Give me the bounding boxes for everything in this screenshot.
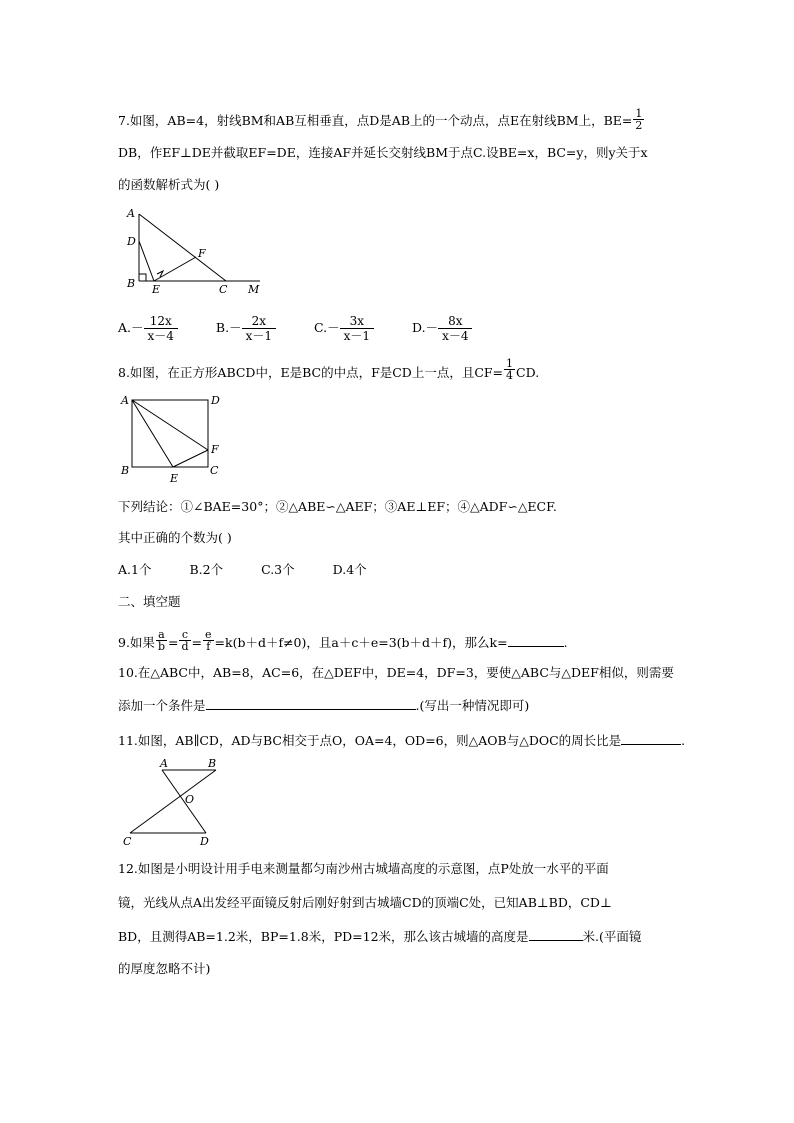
q7-option-b-den: x－1 <box>242 328 276 343</box>
q8-frac-den: 4 <box>506 369 514 382</box>
q8-options <box>118 562 405 578</box>
q11-answer-blank[interactable] <box>621 732 681 745</box>
q7-option-a-den: x－4 <box>144 328 178 343</box>
q7-label-d: D <box>127 235 136 248</box>
q8-seg-ef <box>173 450 208 467</box>
q7-option-c-den: x－1 <box>340 328 374 343</box>
q9-answer-blank[interactable] <box>508 634 564 647</box>
q9-frac-ab <box>156 629 167 652</box>
q12-line4: 的厚度忽略不计) <box>118 961 211 976</box>
q8-label-c: C <box>210 464 219 477</box>
q12-line2: 镜，光线从点A出发经平面镜反射后刚好射到古城墙CD的顶端C处，已知AB⊥BD，CD⊥ <box>118 895 612 910</box>
q8-option-d: D.4个 <box>332 562 367 577</box>
q9-frac-ab-den: b <box>157 640 165 653</box>
q10-line2-prefix: 添加一个条件是 <box>118 698 206 713</box>
q7-option-d-frac <box>438 314 472 343</box>
q9-frac-cd-num: c <box>181 628 189 641</box>
q7-line3: 的函数解析式为( ) <box>118 177 220 192</box>
q11-seg-ad <box>162 770 206 833</box>
q7-option-b-prefix: B.－ <box>215 320 242 335</box>
q11-label-o: O <box>185 793 195 806</box>
q12-line3-tail: 米.(平面镜 <box>582 929 642 944</box>
q8-conclusions: 下列结论：①∠BAE=30°；②△ABE∽△AEF；③AE⊥EF；④△ADF∽△ECF. <box>118 499 557 514</box>
q9-frac-cd <box>179 629 190 652</box>
q7-option-c-prefix: C.－ <box>314 320 340 335</box>
q7-option-b-num: 2x <box>251 314 266 328</box>
q9-tail: =k(b＋d＋f≠0)，且a＋c＋e=3(b＋d＋f)，那么k= <box>214 635 508 650</box>
section2-title: 二、填空题 <box>118 594 181 609</box>
q7-line2: DB，作EF⊥DE并截取EF=DE，连接AF并延长交射线BM于点C.设BE=x，BC=y，则y关于x <box>118 145 648 160</box>
q8-label-a: A <box>121 394 129 407</box>
q7-right-angle-b <box>139 274 146 281</box>
q8-label-d: D <box>211 394 220 407</box>
q8-question: 其中正确的个数为( ) <box>118 530 232 545</box>
q10-line2 <box>118 697 529 714</box>
q7-frac-den: 2 <box>635 119 643 132</box>
q8-label-f: F <box>211 443 219 456</box>
q12-line3 <box>118 928 641 945</box>
q7-label-m: M <box>248 283 260 295</box>
q8-line1 <box>118 358 539 381</box>
q7-seg-ef <box>154 257 196 281</box>
q10-line1: 10.在△ABC中，AB=8，AC=6，在△DEF中，DE=4，DF=3，要使△ABC与△DEF相似，则需要 <box>118 665 674 680</box>
q7-option-d-den: x－4 <box>438 328 472 343</box>
q7-option-a <box>118 312 178 344</box>
q7-label-c: C <box>219 283 228 295</box>
q7-options <box>118 312 510 344</box>
q9-frac-ef-den: f <box>203 640 214 652</box>
q7-label-a: A <box>127 207 135 220</box>
q8-figure <box>116 390 226 485</box>
q7-line1 <box>118 108 645 131</box>
q7-option-c-num: 3x <box>349 314 364 328</box>
q11-line1 <box>118 732 685 749</box>
q11-label-a: A <box>160 757 168 770</box>
q8-option-c: C.3个 <box>261 562 295 577</box>
q7-option-a-num: 12x <box>149 314 172 328</box>
q12-answer-blank[interactable] <box>529 928 583 941</box>
q9-frac-ef <box>203 629 214 652</box>
q9-frac-cd-den: d <box>181 640 189 653</box>
q11-end: . <box>681 733 686 748</box>
q8-label-b: B <box>121 464 130 477</box>
q9-eq1: = <box>167 635 179 650</box>
q7-seg-ac <box>139 214 226 281</box>
q7-option-b-frac <box>242 314 276 343</box>
q12-line3-prefix: BD，且测得AB=1.2米，BP=1.8米，PD=12米，那么该古城墙的高度是 <box>118 929 529 944</box>
q7-option-c <box>314 312 374 344</box>
q11-figure <box>118 755 228 850</box>
q8-seg-ae <box>132 400 173 467</box>
q9-eq2: = <box>191 635 202 650</box>
q8-option-b: B.2个 <box>189 562 224 577</box>
q8-frac-num: 1 <box>506 357 514 370</box>
q7-option-b <box>216 312 276 344</box>
q11-label-d: D <box>200 835 209 848</box>
q7-option-a-frac <box>144 314 178 343</box>
q11-seg-bc <box>130 770 216 833</box>
q7-label-f: F <box>198 247 206 260</box>
q7-option-d <box>412 312 472 344</box>
q7-option-a-prefix: A.－ <box>118 320 144 335</box>
q9-end: . <box>563 635 568 650</box>
q11-line1-text: 11.如图，AB∥CD，AD与BC相交于点O，OA=4，OD=6，则△AOB与△DOC的周长比是 <box>118 733 622 748</box>
q11-label-b: B <box>208 757 217 770</box>
q7-frac-num: 1 <box>635 107 643 120</box>
q12-line1: 12.如图是小明设计用手电来测量都匀南沙州古城墙高度的示意图，点P处放一水平的平面 <box>118 861 609 876</box>
q7-figure <box>118 205 268 295</box>
q7-option-d-prefix: D.－ <box>412 320 439 335</box>
q9-frac-ab-num: a <box>158 628 165 641</box>
q8-seg-af <box>132 400 208 450</box>
q8-square-abcd <box>132 400 208 467</box>
q7-option-d-num: 8x <box>448 314 463 328</box>
q8-line1-text: 8.如图，在正方形ABCD中，E是BC的中点，F是CD上一点，且CF= <box>118 365 504 380</box>
q8-label-e: E <box>170 472 179 485</box>
q10-answer-blank[interactable] <box>206 697 416 710</box>
q10-line2-tail: .(写出一种情况即可) <box>415 698 530 713</box>
q8-quarter-fraction <box>504 358 515 381</box>
q8-option-a: A.1个 <box>118 562 152 577</box>
q9-prefix: 9.如果 <box>118 635 155 650</box>
q7-option-c-frac <box>340 314 374 343</box>
q8-line1-tail: CD. <box>516 365 540 380</box>
q7-label-e: E <box>152 283 161 295</box>
q7-line1-text: 7.如图，AB=4，射线BM和AB互相垂直，点D是AB上的一个动点，点E在射线BM上，BE= <box>118 113 633 128</box>
q7-half-fraction <box>633 108 644 131</box>
q9-line <box>118 629 568 652</box>
q7-label-b: B <box>127 277 136 290</box>
q11-label-c: C <box>123 835 132 848</box>
q9-frac-ef-num: e <box>205 628 212 641</box>
